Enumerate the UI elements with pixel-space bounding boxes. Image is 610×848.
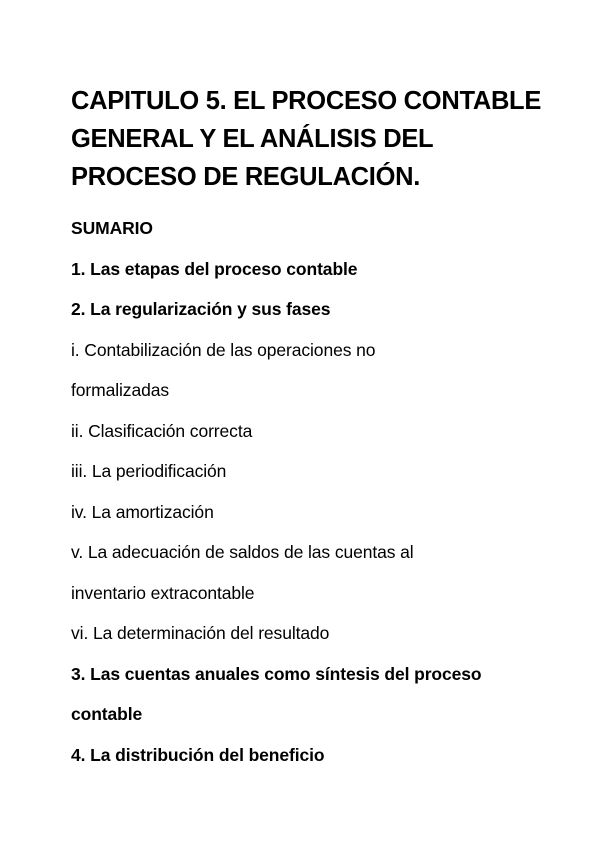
summary-item-3: 3. Las cuentas anuales como síntesis del proceso	[71, 663, 482, 684]
summary-item-1: 1. Las etapas del proceso contable	[71, 258, 358, 279]
chapter-title-line: PROCESO DE REGULACIÓN.	[71, 163, 421, 191]
summary-item-4: 4. La distribución del beneficio	[71, 744, 325, 765]
summary-subitem-i: i. Contabilización de las operaciones no	[71, 339, 376, 360]
document-page	[71, 82, 581, 775]
summary-item-3-continued: contable	[71, 704, 143, 724]
summary-subitem-i-continued: formalizadas	[71, 380, 170, 400]
summary-subitem-ii: ii. Clasificación correcta	[71, 420, 253, 441]
chapter-title-line: GENERAL Y EL ANÁLISIS DEL	[71, 125, 434, 153]
summary-heading: SUMARIO	[71, 218, 153, 238]
summary-subitem-iii: iii. La periodificación	[71, 461, 227, 481]
summary-subitem-v: v. La adecuación de saldos de las cuentas al	[71, 542, 414, 562]
summary-item-2: 2. La regularización y sus fases	[71, 299, 331, 319]
summary-subitem-v-continued: inventario extracontable	[71, 582, 255, 603]
chapter-title-line: CAPITULO 5. EL PROCESO CONTABLE	[71, 87, 542, 115]
summary-subitem-iv: iv. La amortización	[71, 501, 214, 522]
chapter-title	[71, 82, 581, 196]
summary-subitem-vi: vi. La determinación del resultado	[71, 623, 330, 643]
